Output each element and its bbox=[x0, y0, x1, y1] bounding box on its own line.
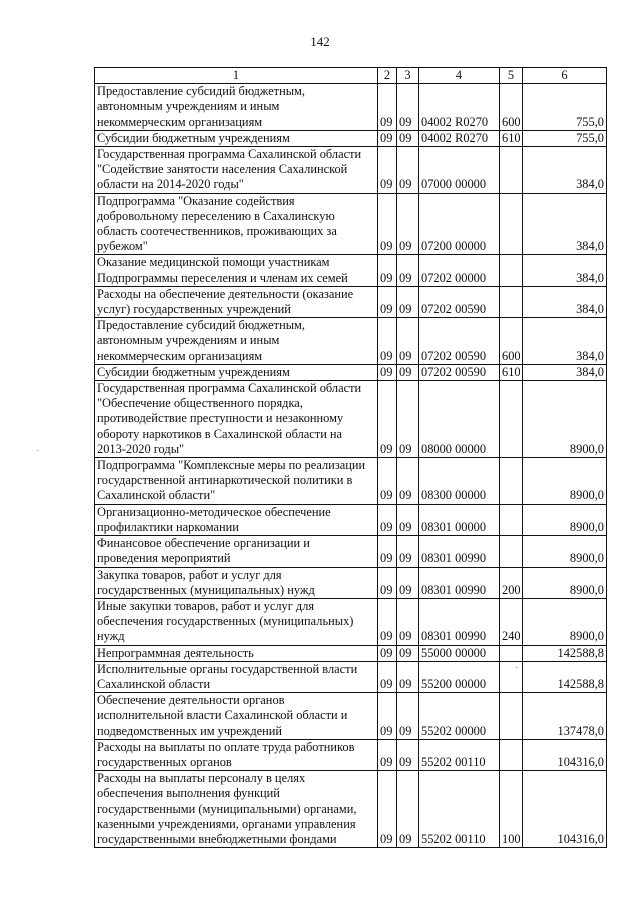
row-expense-type bbox=[500, 661, 523, 692]
row-amount: 8900,0 bbox=[523, 381, 607, 458]
row-target-article: 07200 00000 bbox=[419, 193, 500, 255]
row-name: Расходы на выплаты персоналу в целях обеспечения выполнения функций государственными (муниципальными) органами, казенными учреждениями, органами управления государственными внебюджетными фондами bbox=[95, 771, 378, 848]
row-expense-type: 600 bbox=[500, 318, 523, 365]
col-header-subsection: 3 bbox=[397, 68, 419, 84]
row-amount: 142588,8 bbox=[523, 645, 607, 661]
row-subsection: 09 bbox=[397, 147, 419, 194]
row-amount: 384,0 bbox=[523, 364, 607, 380]
table-row bbox=[95, 536, 607, 567]
row-name: Подпрограмма "Оказание содействия добровольному переселению в Сахалинскую область соотечественников, проживающих за рубежом" bbox=[95, 193, 378, 255]
row-subsection: 09 bbox=[397, 84, 419, 131]
row-subsection: 09 bbox=[397, 318, 419, 365]
row-section: 09 bbox=[378, 318, 397, 365]
row-name: Подпрограмма "Комплексные меры по реализации государственной антинаркотической политики в Сахалинской области" bbox=[95, 458, 378, 505]
row-name: Организационно-методическое обеспечение профилактики наркомании bbox=[95, 504, 378, 535]
row-amount: 8900,0 bbox=[523, 598, 607, 645]
row-amount: 8900,0 bbox=[523, 504, 607, 535]
row-subsection: 09 bbox=[397, 645, 419, 661]
row-target-article: 55200 00000 bbox=[419, 661, 500, 692]
row-subsection: 09 bbox=[397, 771, 419, 848]
row-name: Предоставление субсидий бюджетным, автономным учреждениям и иным некоммерческим организациям bbox=[95, 318, 378, 365]
table-row bbox=[95, 693, 607, 740]
row-target-article: 07202 00590 bbox=[419, 286, 500, 317]
row-expense-type bbox=[500, 381, 523, 458]
row-expense-type: 200 bbox=[500, 567, 523, 598]
col-header-section: 2 bbox=[378, 68, 397, 84]
row-amount: 137478,0 bbox=[523, 693, 607, 740]
header-row bbox=[95, 68, 607, 84]
row-subsection: 09 bbox=[397, 661, 419, 692]
row-section: 09 bbox=[378, 381, 397, 458]
row-expense-type bbox=[500, 458, 523, 505]
row-subsection: 09 bbox=[397, 693, 419, 740]
row-expense-type bbox=[500, 739, 523, 770]
row-expense-type bbox=[500, 536, 523, 567]
row-expense-type bbox=[500, 504, 523, 535]
row-subsection: 09 bbox=[397, 739, 419, 770]
row-subsection: 09 bbox=[397, 130, 419, 146]
row-name: Исполнительные органы государственной власти Сахалинской области bbox=[95, 661, 378, 692]
scan-artifact: · bbox=[515, 663, 519, 674]
row-expense-type bbox=[500, 286, 523, 317]
row-name: Закупка товаров, работ и услуг для государственных (муниципальных) нужд bbox=[95, 567, 378, 598]
row-amount: 384,0 bbox=[523, 318, 607, 365]
row-target-article: 04002 R0270 bbox=[419, 84, 500, 131]
row-expense-type bbox=[500, 693, 523, 740]
col-header-expense-type: 5 bbox=[500, 68, 523, 84]
row-expense-type: 610 bbox=[500, 364, 523, 380]
row-amount: 104316,0 bbox=[523, 739, 607, 770]
table-row bbox=[95, 147, 607, 194]
row-section: 09 bbox=[378, 567, 397, 598]
row-section: 09 bbox=[378, 693, 397, 740]
row-section: 09 bbox=[378, 193, 397, 255]
row-section: 09 bbox=[378, 364, 397, 380]
row-name: Государственная программа Сахалинской области "Обеспечение общественного порядка, противодействие преступности и незаконному обороту наркотиков в Сахалинской области на 2013-2020 годы" bbox=[95, 381, 378, 458]
row-section: 09 bbox=[378, 147, 397, 194]
row-section: 09 bbox=[378, 598, 397, 645]
row-amount: 755,0 bbox=[523, 84, 607, 131]
row-target-article: 07202 00590 bbox=[419, 364, 500, 380]
row-name: Непрограммная деятельность bbox=[95, 645, 378, 661]
table-row bbox=[95, 771, 607, 848]
row-name: Иные закупки товаров, работ и услуг для обеспечения государственных (муниципальных) нужд bbox=[95, 598, 378, 645]
row-target-article: 08301 00990 bbox=[419, 598, 500, 645]
col-header-amount: 6 bbox=[523, 68, 607, 84]
row-section: 09 bbox=[378, 536, 397, 567]
row-name: Государственная программа Сахалинской области "Содействие занятости населения Сахалинской области на 2014-2020 годы" bbox=[95, 147, 378, 194]
row-amount: 384,0 bbox=[523, 193, 607, 255]
row-expense-type: 240 bbox=[500, 598, 523, 645]
row-expense-type bbox=[500, 645, 523, 661]
row-target-article: 07202 00590 bbox=[419, 318, 500, 365]
row-target-article: 55202 00110 bbox=[419, 739, 500, 770]
row-subsection: 09 bbox=[397, 567, 419, 598]
row-subsection: 09 bbox=[397, 364, 419, 380]
row-section: 09 bbox=[378, 286, 397, 317]
row-subsection: 09 bbox=[397, 381, 419, 458]
row-section: 09 bbox=[378, 661, 397, 692]
row-amount: 384,0 bbox=[523, 255, 607, 286]
table-row bbox=[95, 739, 607, 770]
table-row bbox=[95, 193, 607, 255]
row-amount: 384,0 bbox=[523, 147, 607, 194]
row-amount: 142588,8 bbox=[523, 661, 607, 692]
row-expense-type: 600 bbox=[500, 84, 523, 131]
row-target-article: 55000 00000 bbox=[419, 645, 500, 661]
table-row bbox=[95, 381, 607, 458]
row-expense-type bbox=[500, 147, 523, 194]
scan-artifact: · bbox=[36, 446, 40, 457]
table-row bbox=[95, 504, 607, 535]
row-section: 09 bbox=[378, 84, 397, 131]
row-target-article: 07202 00000 bbox=[419, 255, 500, 286]
row-expense-type: 100 bbox=[500, 771, 523, 848]
row-subsection: 09 bbox=[397, 458, 419, 505]
row-section: 09 bbox=[378, 255, 397, 286]
table-row bbox=[95, 286, 607, 317]
row-target-article: 07000 00000 bbox=[419, 147, 500, 194]
row-section: 09 bbox=[378, 504, 397, 535]
table-body bbox=[95, 84, 607, 848]
row-name: Обеспечение деятельности органов исполнительной власти Сахалинской области и подведомственных им учреждений bbox=[95, 693, 378, 740]
table-row bbox=[95, 598, 607, 645]
col-header-name: 1 bbox=[95, 68, 378, 84]
row-target-article: 55202 00110 bbox=[419, 771, 500, 848]
row-name: Оказание медицинской помощи участникам Подпрограммы переселения и членам их семей bbox=[95, 255, 378, 286]
table-row bbox=[95, 84, 607, 131]
row-section: 09 bbox=[378, 771, 397, 848]
row-subsection: 09 bbox=[397, 598, 419, 645]
row-amount: 8900,0 bbox=[523, 536, 607, 567]
row-target-article: 04002 R0270 bbox=[419, 130, 500, 146]
row-section: 09 bbox=[378, 739, 397, 770]
row-amount: 384,0 bbox=[523, 286, 607, 317]
page-number: 142 bbox=[310, 34, 330, 49]
row-expense-type bbox=[500, 193, 523, 255]
table-row bbox=[95, 130, 607, 146]
row-name: Расходы на обеспечение деятельности (оказание услуг) государственных учреждений bbox=[95, 286, 378, 317]
row-amount: 8900,0 bbox=[523, 567, 607, 598]
row-section: 09 bbox=[378, 130, 397, 146]
row-subsection: 09 bbox=[397, 193, 419, 255]
row-amount: 755,0 bbox=[523, 130, 607, 146]
row-name: Субсидии бюджетным учреждениям bbox=[95, 130, 378, 146]
row-name: Предоставление субсидий бюджетным, автономным учреждениям и иным некоммерческим организациям bbox=[95, 84, 378, 131]
row-target-article: 08000 00000 bbox=[419, 381, 500, 458]
budget-table bbox=[94, 67, 607, 848]
row-name: Расходы на выплаты по оплате труда работников государственных органов bbox=[95, 739, 378, 770]
table-row bbox=[95, 458, 607, 505]
row-expense-type: 610 bbox=[500, 130, 523, 146]
row-subsection: 09 bbox=[397, 504, 419, 535]
table-row bbox=[95, 318, 607, 365]
row-subsection: 09 bbox=[397, 255, 419, 286]
row-name: Финансовое обеспечение организации и проведения мероприятий bbox=[95, 536, 378, 567]
table-row bbox=[95, 255, 607, 286]
row-amount: 8900,0 bbox=[523, 458, 607, 505]
row-name: Субсидии бюджетным учреждениям bbox=[95, 364, 378, 380]
row-expense-type bbox=[500, 255, 523, 286]
row-section: 09 bbox=[378, 645, 397, 661]
table-row bbox=[95, 364, 607, 380]
row-target-article: 08301 00000 bbox=[419, 504, 500, 535]
row-target-article: 08301 00990 bbox=[419, 536, 500, 567]
row-target-article: 55202 00000 bbox=[419, 693, 500, 740]
table-row bbox=[95, 661, 607, 692]
row-target-article: 08300 00000 bbox=[419, 458, 500, 505]
table-row bbox=[95, 567, 607, 598]
row-amount: 104316,0 bbox=[523, 771, 607, 848]
table-row bbox=[95, 645, 607, 661]
row-subsection: 09 bbox=[397, 536, 419, 567]
row-target-article: 08301 00990 bbox=[419, 567, 500, 598]
row-subsection: 09 bbox=[397, 286, 419, 317]
row-section: 09 bbox=[378, 458, 397, 505]
col-header-target-article: 4 bbox=[419, 68, 500, 84]
